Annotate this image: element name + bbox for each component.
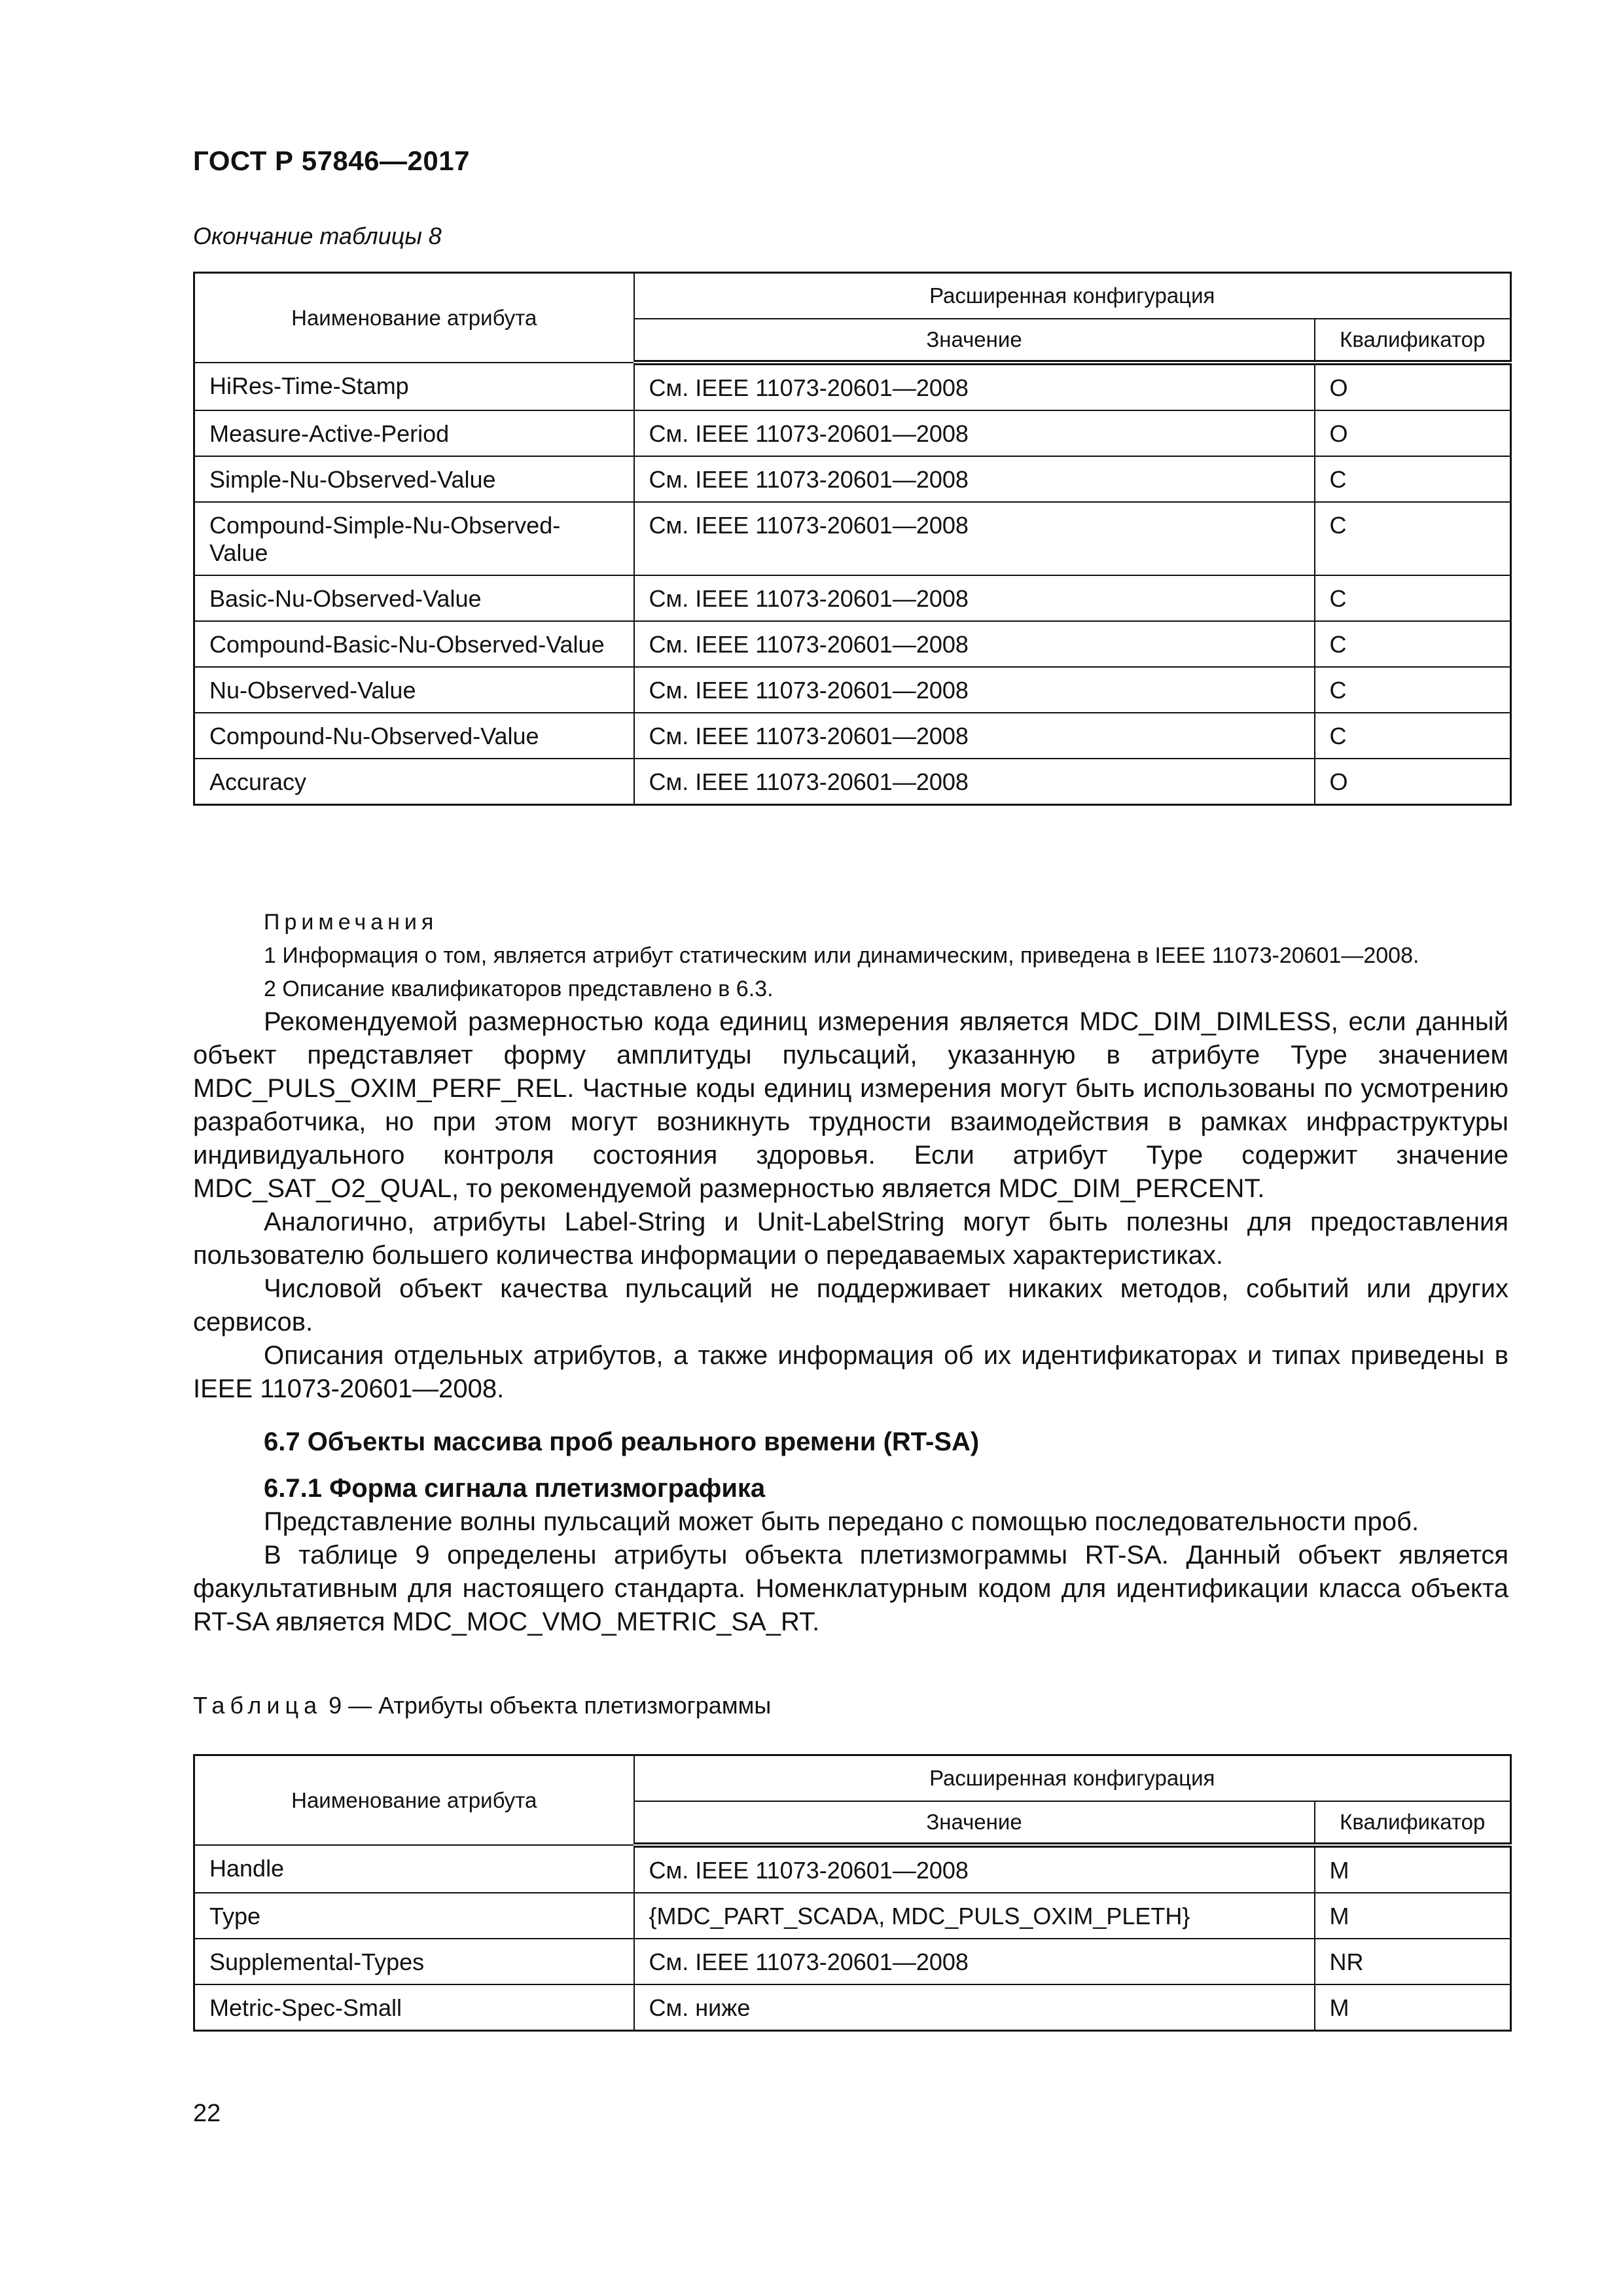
- notes-title: Примечания: [264, 910, 438, 935]
- value-cell: См. IEEE 11073-20601—2008: [634, 456, 1315, 502]
- note-item: 1 Информация о том, является атрибут статическим или динамическим, приведена в IEEE 11073-20601—2008.: [264, 943, 1419, 968]
- qualifier-cell: C: [1315, 713, 1511, 759]
- qualifier-cell: NR: [1315, 1939, 1511, 1984]
- value-cell: См. IEEE 11073-20601—2008: [634, 713, 1315, 759]
- table-row: [194, 410, 1511, 456]
- table-row: [194, 502, 1511, 575]
- table9-caption-label: Таблица: [193, 1692, 323, 1719]
- section-heading: 6.7 Объекты массива проб реального времени (RT-SA): [264, 1427, 980, 1456]
- value-cell: См. IEEE 11073-20601—2008: [634, 667, 1315, 713]
- header-value: Значение: [634, 1801, 1315, 1845]
- table-row: [194, 575, 1511, 621]
- paragraph: Представление волны пульсаций может быть передано с помощью последовательности проб.: [264, 1507, 1419, 1536]
- body-text: [193, 1005, 1508, 1639]
- qualifier-cell: O: [1315, 363, 1511, 410]
- table-row: [194, 1893, 1511, 1939]
- header-value: Значение: [634, 319, 1315, 363]
- value-cell: {MDC_PART_SCADA, MDC_PULS_OXIM_PLETH}: [634, 1893, 1315, 1939]
- value-cell: См. IEEE 11073-20601—2008: [634, 410, 1315, 456]
- note-item: 2 Описание квалификаторов представлено в 6.3.: [264, 977, 774, 1001]
- value-cell: См. IEEE 11073-20601—2008: [634, 502, 1315, 575]
- qualifier-cell: O: [1315, 759, 1511, 805]
- header-ext-config: Расширенная конфигурация: [634, 273, 1511, 319]
- page-number: 22: [193, 2100, 221, 2127]
- table-row: [194, 621, 1511, 667]
- paragraph: Описания отдельных атрибутов, а также информация об их идентификаторах и типах приведены в IEEE 11073-20601—2008.: [193, 1341, 1508, 1403]
- header-ext-config: Расширенная конфигурация: [634, 1755, 1511, 1802]
- table-row: [194, 759, 1511, 805]
- qualifier-cell: M: [1315, 1984, 1511, 2031]
- attr-name-cell: Basic-Nu-Observed-Value: [194, 575, 634, 621]
- attr-name-cell: Accuracy: [194, 759, 634, 805]
- table-row: [194, 363, 1511, 410]
- attr-name-cell: Compound-Basic-Nu-Observed-Value: [194, 621, 634, 667]
- value-cell: См. ниже: [634, 1984, 1315, 2031]
- table-row: [194, 1845, 1511, 1893]
- table8: [193, 272, 1512, 806]
- table9-caption-text: 9 — Атрибуты объекта плетизмограммы: [322, 1692, 772, 1719]
- table-row: [194, 1939, 1511, 1984]
- attr-name-cell: Simple-Nu-Observed-Value: [194, 456, 634, 502]
- header-attr-name: Наименование атрибута: [194, 273, 634, 363]
- table-row: [194, 667, 1511, 713]
- qualifier-cell: O: [1315, 410, 1511, 456]
- value-cell: См. IEEE 11073-20601—2008: [634, 1939, 1315, 1984]
- value-cell: См. IEEE 11073-20601—2008: [634, 575, 1315, 621]
- qualifier-cell: C: [1315, 456, 1511, 502]
- value-cell: См. IEEE 11073-20601—2008: [634, 621, 1315, 667]
- header-qualifier: Квалификатор: [1315, 319, 1511, 363]
- table9-caption: [193, 1692, 771, 1719]
- paragraph: Числовой объект качества пульсаций не поддерживает никаких методов, событий или других сервисов.: [193, 1274, 1508, 1336]
- document-header: ГОСТ Р 57846—2017: [193, 145, 470, 176]
- table-row: [194, 456, 1511, 502]
- qualifier-cell: M: [1315, 1845, 1511, 1893]
- paragraph: Рекомендуемой размерностью кода единиц измерения является MDC_DIM_DIMLESS, если данный объект представляет форму амплитуды пульсаций, указанную в атрибуте Type значением MDC_PULS_OXIM_PERF_REL. Частные коды единиц измерения могут быть использованы по усмотрению разработчика, но при этом могут возникнуть трудности взаимодействия в рамках инфраструктуры индивидуального контроля состояния здоровья. Если атрибут Type содержит значение MDC_SAT_O2_QUAL, то рекомендуемой размерностью является MDC_DIM_PERCENT.: [193, 1007, 1508, 1203]
- value-cell: См. IEEE 11073-20601—2008: [634, 363, 1315, 410]
- header-qualifier: Квалификатор: [1315, 1801, 1511, 1845]
- qualifier-cell: C: [1315, 502, 1511, 575]
- attr-name-cell: HiRes-Time-Stamp: [194, 363, 634, 410]
- header-attr-name: Наименование атрибута: [194, 1755, 634, 1846]
- table9: [193, 1754, 1512, 2032]
- attr-name-cell: Metric-Spec-Small: [194, 1984, 634, 2031]
- attr-name-cell: Compound-Nu-Observed-Value: [194, 713, 634, 759]
- qualifier-cell: C: [1315, 621, 1511, 667]
- attr-name-cell: Measure-Active-Period: [194, 410, 634, 456]
- notes-block: [264, 906, 1514, 1006]
- attr-name-cell: Handle: [194, 1845, 634, 1893]
- table8-caption: Окончание таблицы 8: [193, 223, 442, 249]
- attr-name-cell: Supplemental-Types: [194, 1939, 634, 1984]
- qualifier-cell: M: [1315, 1893, 1511, 1939]
- table-row: [194, 713, 1511, 759]
- qualifier-cell: C: [1315, 575, 1511, 621]
- document-page: [193, 0, 1508, 2296]
- attr-name-cell: Type: [194, 1893, 634, 1939]
- attr-name-cell: Nu-Observed-Value: [194, 667, 634, 713]
- subsection-heading: 6.7.1 Форма сигнала плетизмографика: [264, 1474, 766, 1503]
- attr-name-cell: Compound-Simple-Nu-Observed-Value: [194, 502, 634, 575]
- table-row: [194, 1984, 1511, 2031]
- value-cell: См. IEEE 11073-20601—2008: [634, 1845, 1315, 1893]
- paragraph: Аналогично, атрибуты Label-String и Unit-LabelString могут быть полезны для предоставления пользователю большего количества информации о передаваемых характеристиках.: [193, 1208, 1508, 1270]
- value-cell: См. IEEE 11073-20601—2008: [634, 759, 1315, 805]
- qualifier-cell: C: [1315, 667, 1511, 713]
- paragraph: В таблице 9 определены атрибуты объекта плетизмограммы RT-SA. Данный объект является факультативным для настоящего стандарта. Номенклатурным кодом для идентификации класса объекта RT-SA является MDC_MOC_VMO_METRIC_SA_RT.: [193, 1541, 1508, 1636]
